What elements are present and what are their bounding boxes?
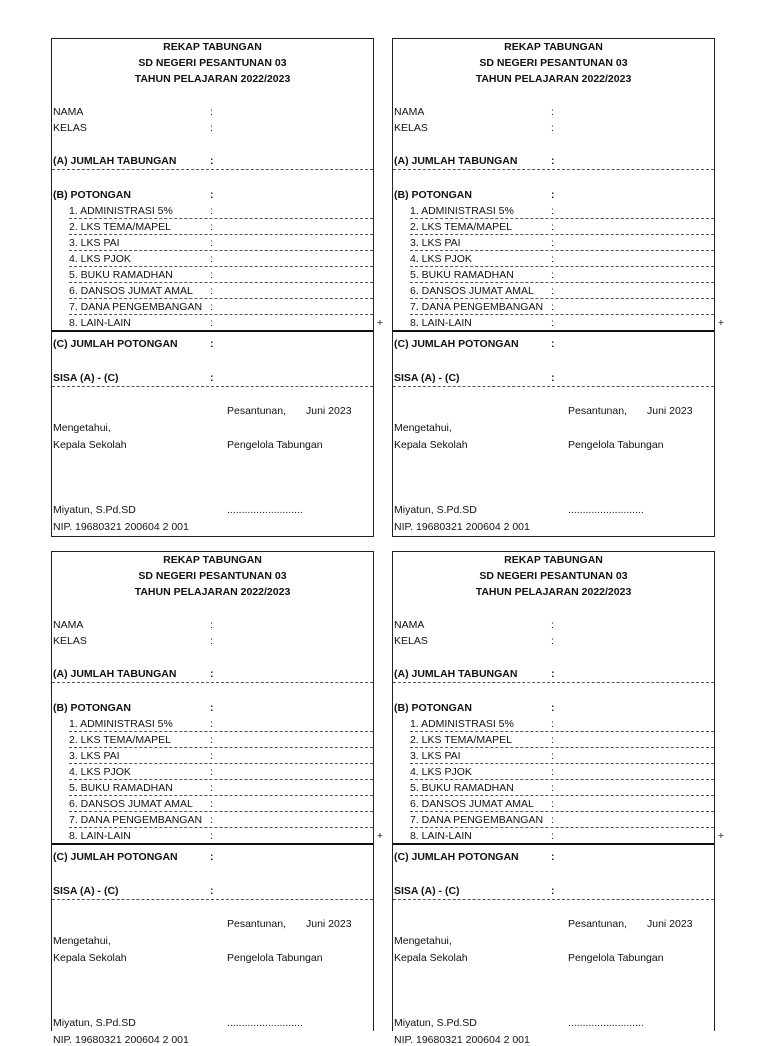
potongan-item (52, 797, 373, 812)
potongan-item-label: 3. LKS PAI (69, 237, 120, 249)
signer-dots: .......................... (227, 1017, 303, 1029)
mengetahui-label: Mengetahui, (53, 422, 111, 434)
jumlah-potongan-colon: : (210, 338, 214, 350)
potongan-item-colon: : (551, 285, 554, 297)
potongan-item-divider (410, 747, 714, 748)
potongan-item (52, 252, 373, 267)
kelas-colon: : (210, 122, 213, 134)
potongan-item (52, 717, 373, 732)
card-bottom-right (392, 551, 724, 1046)
potongan-item-label: 5. BUKU RAMADHAN (69, 269, 173, 281)
month-year: Juni 2023 (647, 918, 693, 930)
potongan-item-colon: : (210, 782, 213, 794)
potongan-item-label: 6. DANSOS JUMAT AMAL (69, 798, 193, 810)
potongan-item (393, 236, 714, 251)
potongan-item-label: 6. DANSOS JUMAT AMAL (69, 285, 193, 297)
jumlah-tabungan-colon: : (551, 155, 555, 167)
nama-label: NAMA (53, 106, 84, 118)
potongan-item-divider (410, 218, 714, 219)
potongan-item-label: 7. DANA PENGEMBANGAN (410, 814, 544, 826)
jumlah-potongan-row (52, 337, 373, 352)
signer-name: Miyatun, S.Pd.SD (394, 504, 477, 516)
sisa-colon: : (551, 885, 555, 897)
nama-row (393, 105, 714, 120)
nama-row (393, 618, 714, 633)
potongan-item-divider (69, 763, 373, 764)
potongan-colon: : (210, 702, 214, 714)
sisa-row (52, 371, 373, 387)
jumlah-tabungan-label: (A) JUMLAH TABUNGAN (53, 668, 177, 680)
potongan-item-label: 8. LAIN-LAIN (410, 830, 472, 842)
potongan-item-label: 4. LKS PJOK (410, 766, 472, 778)
potongan-item (52, 765, 373, 780)
potongan-item (52, 236, 373, 251)
kelas-row (52, 121, 373, 136)
potongan-item-colon: : (551, 253, 554, 265)
potongan-label: (B) POTONGAN (53, 189, 131, 201)
potongan-item-colon: : (551, 814, 554, 826)
jumlah-potongan-row (393, 850, 714, 865)
potongan-item-divider (69, 266, 373, 267)
nama-row (52, 618, 373, 633)
potongan-item-divider (69, 795, 373, 796)
potongan-row (393, 188, 714, 203)
month-year: Juni 2023 (306, 405, 352, 417)
title-rekap: REKAP TABUNGAN (163, 41, 262, 53)
jumlah-tabungan-row (393, 667, 714, 683)
card-top-left (51, 38, 383, 537)
kepala-sekolah-label: Kepala Sekolah (53, 952, 127, 964)
plus-sign: + (717, 317, 724, 329)
signer-dots: .......................... (568, 1017, 644, 1029)
potongan-item-colon: : (210, 814, 213, 826)
title-school: SD NEGERI PESANTUNAN 03 (138, 570, 287, 582)
pengelola-label: Pengelola Tabungan (568, 439, 664, 451)
kelas-label: KELAS (53, 122, 87, 134)
potongan-item (393, 765, 714, 780)
potongan-item-colon: : (551, 301, 554, 313)
card-header (52, 39, 373, 87)
potongan-item-divider (69, 731, 373, 732)
card-header (52, 552, 373, 600)
potongan-item (393, 717, 714, 732)
potongan-item-divider (69, 298, 373, 299)
signer-name: Miyatun, S.Pd.SD (394, 1017, 477, 1029)
nama-label: NAMA (394, 619, 425, 631)
potongan-item-divider (69, 779, 373, 780)
kelas-row (393, 634, 714, 649)
potongan-item (393, 813, 714, 828)
pengelola-label: Pengelola Tabungan (227, 439, 323, 451)
place-date: Pesantunan, (568, 918, 627, 930)
title-rekap: REKAP TABUNGAN (504, 41, 603, 53)
jumlah-potongan-label: (C) JUMLAH POTONGAN (53, 338, 178, 350)
potongan-item-colon: : (210, 301, 213, 313)
jumlah-potongan-label: (C) JUMLAH POTONGAN (394, 338, 519, 350)
kelas-row (52, 634, 373, 649)
sisa-label: SISA (A) - (C) (394, 372, 460, 384)
potongan-item-label: 5. BUKU RAMADHAN (410, 269, 514, 281)
kepala-sekolah-label: Kepala Sekolah (394, 439, 468, 451)
kelas-row (393, 121, 714, 136)
jumlah-potongan-colon: : (551, 851, 555, 863)
place-date: Pesantunan, (568, 405, 627, 417)
kepala-sekolah-label: Kepala Sekolah (394, 952, 468, 964)
potongan-item (393, 268, 714, 283)
jumlah-tabungan-row (393, 154, 714, 170)
nama-label: NAMA (53, 619, 84, 631)
potongan-item (52, 733, 373, 748)
place-date: Pesantunan, (227, 918, 286, 930)
potongan-item-colon: : (210, 766, 213, 778)
signer-nip: NIP. 19680321 200604 2 001 (53, 521, 189, 533)
potongan-item-colon: : (210, 269, 213, 281)
title-school: SD NEGERI PESANTUNAN 03 (479, 57, 628, 69)
card-header (393, 552, 714, 600)
plus-sign: + (376, 830, 383, 842)
signer-nip: NIP. 19680321 200604 2 001 (394, 521, 530, 533)
potongan-item-divider (410, 266, 714, 267)
potongan-item (52, 316, 383, 332)
nama-colon: : (551, 106, 554, 118)
potongan-item (393, 316, 724, 332)
pengelola-label: Pengelola Tabungan (568, 952, 664, 964)
potongan-item (393, 204, 714, 219)
potongan-item (393, 284, 714, 299)
potongan-item (52, 781, 373, 796)
potongan-item-divider (410, 731, 714, 732)
potongan-item-label: 4. LKS PJOK (69, 766, 131, 778)
nama-colon: : (210, 619, 213, 631)
jumlah-tabungan-label: (A) JUMLAH TABUNGAN (53, 155, 177, 167)
sisa-colon: : (210, 885, 214, 897)
nama-label: NAMA (394, 106, 425, 118)
kelas-label: KELAS (394, 122, 428, 134)
potongan-item-colon: : (551, 798, 554, 810)
title-year: TAHUN PELAJARAN 2022/2023 (475, 73, 632, 85)
potongan-item-divider (410, 282, 714, 283)
potongan-item-colon: : (551, 205, 554, 217)
signer-nip: NIP. 19680321 200604 2 001 (394, 1034, 530, 1046)
jumlah-tabungan-label: (A) JUMLAH TABUNGAN (394, 155, 518, 167)
potongan-item-label: 1. ADMINISTRASI 5% (410, 205, 514, 217)
potongan-item-divider (69, 218, 373, 219)
potongan-item-label: 7. DANA PENGEMBANGAN (69, 301, 203, 313)
potongan-item (393, 829, 724, 845)
jumlah-tabungan-row (52, 154, 373, 170)
signer-name: Miyatun, S.Pd.SD (53, 504, 136, 516)
kelas-label: KELAS (394, 635, 428, 647)
potongan-item-colon: : (210, 798, 213, 810)
potongan-item-label: 1. ADMINISTRASI 5% (410, 718, 514, 730)
potongan-item-divider (410, 811, 714, 812)
jumlah-potongan-label: (C) JUMLAH POTONGAN (394, 851, 519, 863)
potongan-item-divider (410, 314, 714, 315)
title-rekap: REKAP TABUNGAN (163, 554, 262, 566)
potongan-row (52, 701, 373, 716)
potongan-item-divider (69, 234, 373, 235)
potongan-item-colon: : (551, 830, 554, 842)
potongan-item-divider (410, 298, 714, 299)
sisa-row (393, 884, 714, 900)
kelas-colon: : (551, 635, 554, 647)
plus-sign: + (717, 830, 724, 842)
potongan-item-divider (410, 763, 714, 764)
potongan-item-label: 2. LKS TEMA/MAPEL (69, 221, 171, 233)
potongan-label: (B) POTONGAN (53, 702, 131, 714)
potongan-item (52, 300, 373, 315)
potongan-item-colon: : (210, 750, 213, 762)
potongan-item-label: 7. DANA PENGEMBANGAN (410, 301, 544, 313)
kelas-label: KELAS (53, 635, 87, 647)
signer-nip: NIP. 19680321 200604 2 001 (53, 1034, 189, 1046)
jumlah-potongan-colon: : (551, 338, 555, 350)
potongan-item-label: 8. LAIN-LAIN (410, 317, 472, 329)
potongan-item-divider (69, 747, 373, 748)
potongan-item-divider (69, 827, 373, 828)
signer-name: Miyatun, S.Pd.SD (53, 1017, 136, 1029)
potongan-item (393, 797, 714, 812)
potongan-item-colon: : (210, 221, 213, 233)
potongan-label: (B) POTONGAN (394, 189, 472, 201)
potongan-item-label: 6. DANSOS JUMAT AMAL (410, 285, 534, 297)
potongan-item (393, 781, 714, 796)
potongan-item-colon: : (210, 830, 213, 842)
mengetahui-label: Mengetahui, (394, 422, 452, 434)
potongan-item-divider (410, 250, 714, 251)
potongan-item-label: 6. DANSOS JUMAT AMAL (410, 798, 534, 810)
potongan-item (52, 813, 373, 828)
potongan-item (393, 252, 714, 267)
potongan-item (393, 220, 714, 235)
potongan-item-label: 2. LKS TEMA/MAPEL (410, 221, 512, 233)
potongan-item-divider (410, 795, 714, 796)
potongan-item-label: 4. LKS PJOK (410, 253, 472, 265)
potongan-item-divider (410, 827, 714, 828)
potongan-row (393, 701, 714, 716)
sisa-colon: : (210, 372, 214, 384)
nama-row (52, 105, 373, 120)
sisa-label: SISA (A) - (C) (394, 885, 460, 897)
jumlah-tabungan-colon: : (210, 155, 214, 167)
jumlah-tabungan-row (52, 667, 373, 683)
nama-colon: : (210, 106, 213, 118)
potongan-item (393, 733, 714, 748)
signer-dots: .......................... (227, 504, 303, 516)
potongan-item-divider (69, 314, 373, 315)
jumlah-tabungan-colon: : (210, 668, 214, 680)
jumlah-tabungan-label: (A) JUMLAH TABUNGAN (394, 668, 518, 680)
potongan-item-colon: : (551, 221, 554, 233)
potongan-colon: : (551, 189, 555, 201)
potongan-row (52, 188, 373, 203)
plus-sign: + (376, 317, 383, 329)
potongan-item-label: 3. LKS PAI (69, 750, 120, 762)
kelas-colon: : (210, 635, 213, 647)
potongan-item-label: 8. LAIN-LAIN (69, 317, 131, 329)
sisa-label: SISA (A) - (C) (53, 372, 119, 384)
mengetahui-label: Mengetahui, (53, 935, 111, 947)
card-top-right (392, 38, 724, 537)
potongan-label: (B) POTONGAN (394, 702, 472, 714)
potongan-item-divider (69, 250, 373, 251)
potongan-item (52, 204, 373, 219)
title-year: TAHUN PELAJARAN 2022/2023 (134, 586, 291, 598)
title-school: SD NEGERI PESANTUNAN 03 (479, 570, 628, 582)
title-year: TAHUN PELAJARAN 2022/2023 (475, 586, 632, 598)
potongan-item-label: 3. LKS PAI (410, 237, 461, 249)
potongan-item-label: 1. ADMINISTRASI 5% (69, 205, 173, 217)
potongan-item-colon: : (551, 718, 554, 730)
kelas-colon: : (551, 122, 554, 134)
potongan-item-divider (69, 282, 373, 283)
potongan-colon: : (210, 189, 214, 201)
potongan-item-colon: : (210, 285, 213, 297)
potongan-item-label: 4. LKS PJOK (69, 253, 131, 265)
potongan-item-colon: : (210, 317, 213, 329)
potongan-item-colon: : (551, 782, 554, 794)
pengelola-label: Pengelola Tabungan (227, 952, 323, 964)
month-year: Juni 2023 (306, 918, 352, 930)
potongan-item-colon: : (551, 766, 554, 778)
potongan-item-label: 5. BUKU RAMADHAN (69, 782, 173, 794)
potongan-item (52, 829, 383, 845)
potongan-item-divider (410, 779, 714, 780)
jumlah-potongan-row (52, 850, 373, 865)
jumlah-potongan-colon: : (210, 851, 214, 863)
mengetahui-label: Mengetahui, (394, 935, 452, 947)
title-rekap: REKAP TABUNGAN (504, 554, 603, 566)
potongan-item (52, 284, 373, 299)
potongan-item-label: 2. LKS TEMA/MAPEL (69, 734, 171, 746)
kepala-sekolah-label: Kepala Sekolah (53, 439, 127, 451)
potongan-item-colon: : (551, 269, 554, 281)
potongan-item-divider (69, 811, 373, 812)
nama-colon: : (551, 619, 554, 631)
potongan-item (52, 268, 373, 283)
month-year: Juni 2023 (647, 405, 693, 417)
potongan-item-label: 3. LKS PAI (410, 750, 461, 762)
jumlah-potongan-row (393, 337, 714, 352)
sisa-row (52, 884, 373, 900)
potongan-item-colon: : (210, 253, 213, 265)
potongan-item (393, 300, 714, 315)
potongan-item-colon: : (210, 718, 213, 730)
card-bottom-left (51, 551, 383, 1046)
potongan-item-colon: : (551, 734, 554, 746)
potongan-item-label: 2. LKS TEMA/MAPEL (410, 734, 512, 746)
potongan-item-colon: : (210, 237, 213, 249)
place-date: Pesantunan, (227, 405, 286, 417)
potongan-item-label: 7. DANA PENGEMBANGAN (69, 814, 203, 826)
potongan-item-divider (410, 234, 714, 235)
card-header (393, 39, 714, 87)
potongan-colon: : (551, 702, 555, 714)
potongan-item-label: 1. ADMINISTRASI 5% (69, 718, 173, 730)
sisa-label: SISA (A) - (C) (53, 885, 119, 897)
jumlah-potongan-label: (C) JUMLAH POTONGAN (53, 851, 178, 863)
potongan-item-colon: : (551, 237, 554, 249)
sisa-row (393, 371, 714, 387)
potongan-item-label: 8. LAIN-LAIN (69, 830, 131, 842)
signer-dots: .......................... (568, 504, 644, 516)
title-school: SD NEGERI PESANTUNAN 03 (138, 57, 287, 69)
potongan-item (393, 749, 714, 764)
potongan-item-colon: : (210, 734, 213, 746)
jumlah-tabungan-colon: : (551, 668, 555, 680)
potongan-item-colon: : (551, 750, 554, 762)
potongan-item-colon: : (551, 317, 554, 329)
potongan-item-colon: : (210, 205, 213, 217)
potongan-item-label: 5. BUKU RAMADHAN (410, 782, 514, 794)
potongan-item (52, 749, 373, 764)
potongan-item (52, 220, 373, 235)
title-year: TAHUN PELAJARAN 2022/2023 (134, 73, 291, 85)
sisa-colon: : (551, 372, 555, 384)
